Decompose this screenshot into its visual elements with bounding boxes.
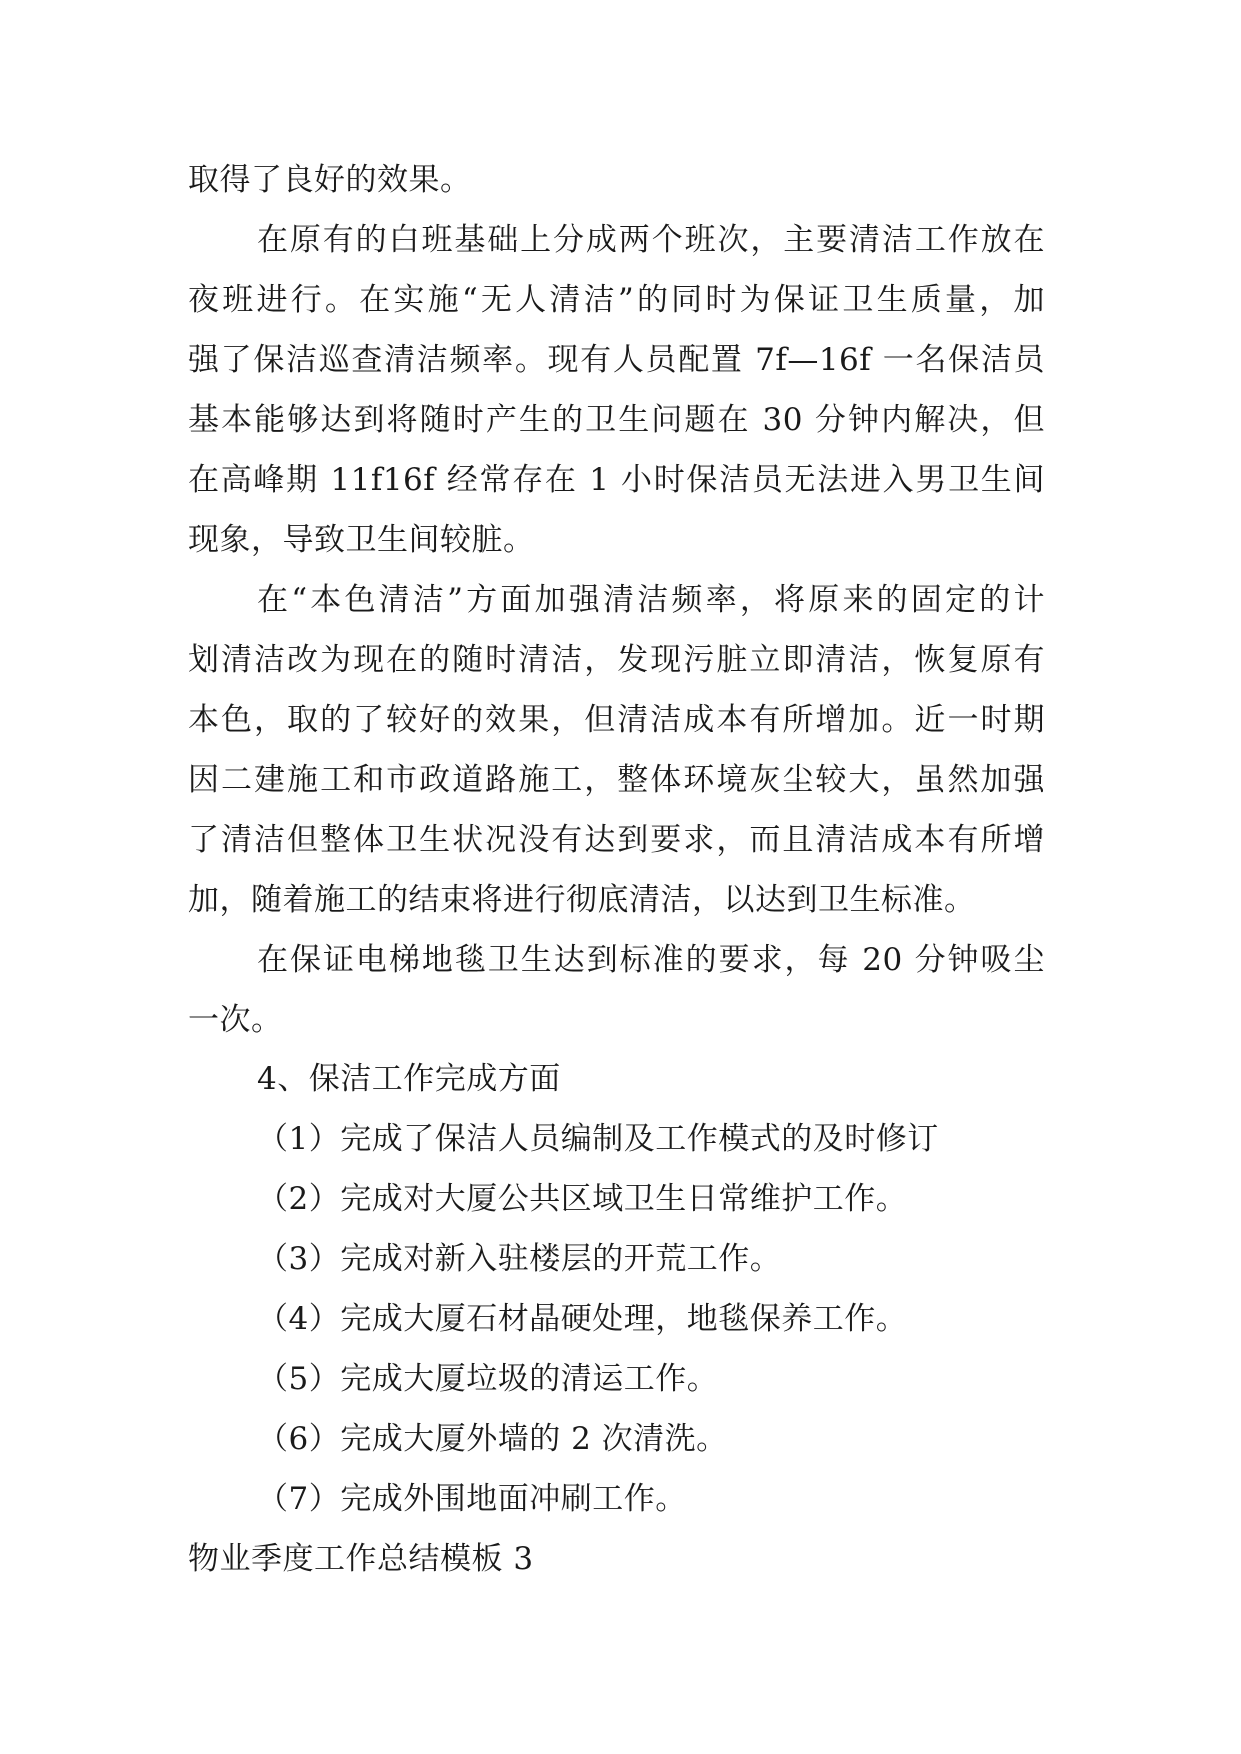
- paragraph-first-line: 在原有的白班基础上分成两个班次，主要清洁工作放在: [257, 222, 1045, 258]
- text-line: 了清洁但整体卫生状况没有达到要求，而且清洁成本有所增: [188, 822, 1045, 858]
- text-line: 现象，导致卫生间较脏。: [188, 522, 535, 558]
- paragraph-first-line: 在保证电梯地毯卫生达到标准的要求，每 20 分钟吸尘: [257, 942, 1045, 978]
- paragraph-first-line: 在“本色清洁”方面加强清洁频率，将原来的固定的计: [257, 582, 1045, 618]
- text-line: 加，随着施工的结束将进行彻底清洁，以达到卫生标准。: [188, 882, 976, 918]
- text-line: 本色，取的了较好的效果，但清洁成本有所增加。近一时期: [188, 702, 1045, 738]
- text-line: 划清洁改为现在的随时清洁，发现污脏立即清洁，恢复原有: [188, 642, 1045, 678]
- list-item: （2）完成对大厦公共区域卫生日常维护工作。: [257, 1181, 908, 1217]
- list-item: （5）完成大厦垃圾的清运工作。: [257, 1361, 719, 1397]
- text-line: 因二建施工和市政道路施工，整体环境灰尘较大，虽然加强: [188, 762, 1045, 798]
- list-item: （4）完成大厦石材晶硬处理，地毯保养工作。: [257, 1301, 908, 1337]
- list-item: （1）完成了保洁人员编制及工作模式的及时修订: [257, 1121, 939, 1157]
- text-line: 一次。: [188, 1002, 283, 1038]
- text-line: 夜班进行。在实施“无人清洁”的同时为保证卫生质量，加: [188, 282, 1045, 318]
- list-item: （6）完成大厦外墙的 2 次清洗。: [257, 1421, 728, 1457]
- text-line: 强了保洁巡查清洁频率。现有人员配置 7f—16f 一名保洁员: [188, 342, 1045, 378]
- section-heading: 4、保洁工作完成方面: [257, 1061, 561, 1097]
- text-line: 基本能够达到将随时产生的卫生问题在 30 分钟内解决，但: [188, 402, 1045, 438]
- list-item: （7）完成外围地面冲刷工作。: [257, 1481, 687, 1517]
- text-line: 在高峰期 11f16f 经常存在 1 小时保洁员无法进入男卫生间: [188, 462, 1045, 498]
- text-line: 取得了良好的效果。: [188, 162, 472, 198]
- document-title: 物业季度工作总结模板 3: [188, 1541, 534, 1577]
- list-item: （3）完成对新入驻楼层的开荒工作。: [257, 1241, 782, 1277]
